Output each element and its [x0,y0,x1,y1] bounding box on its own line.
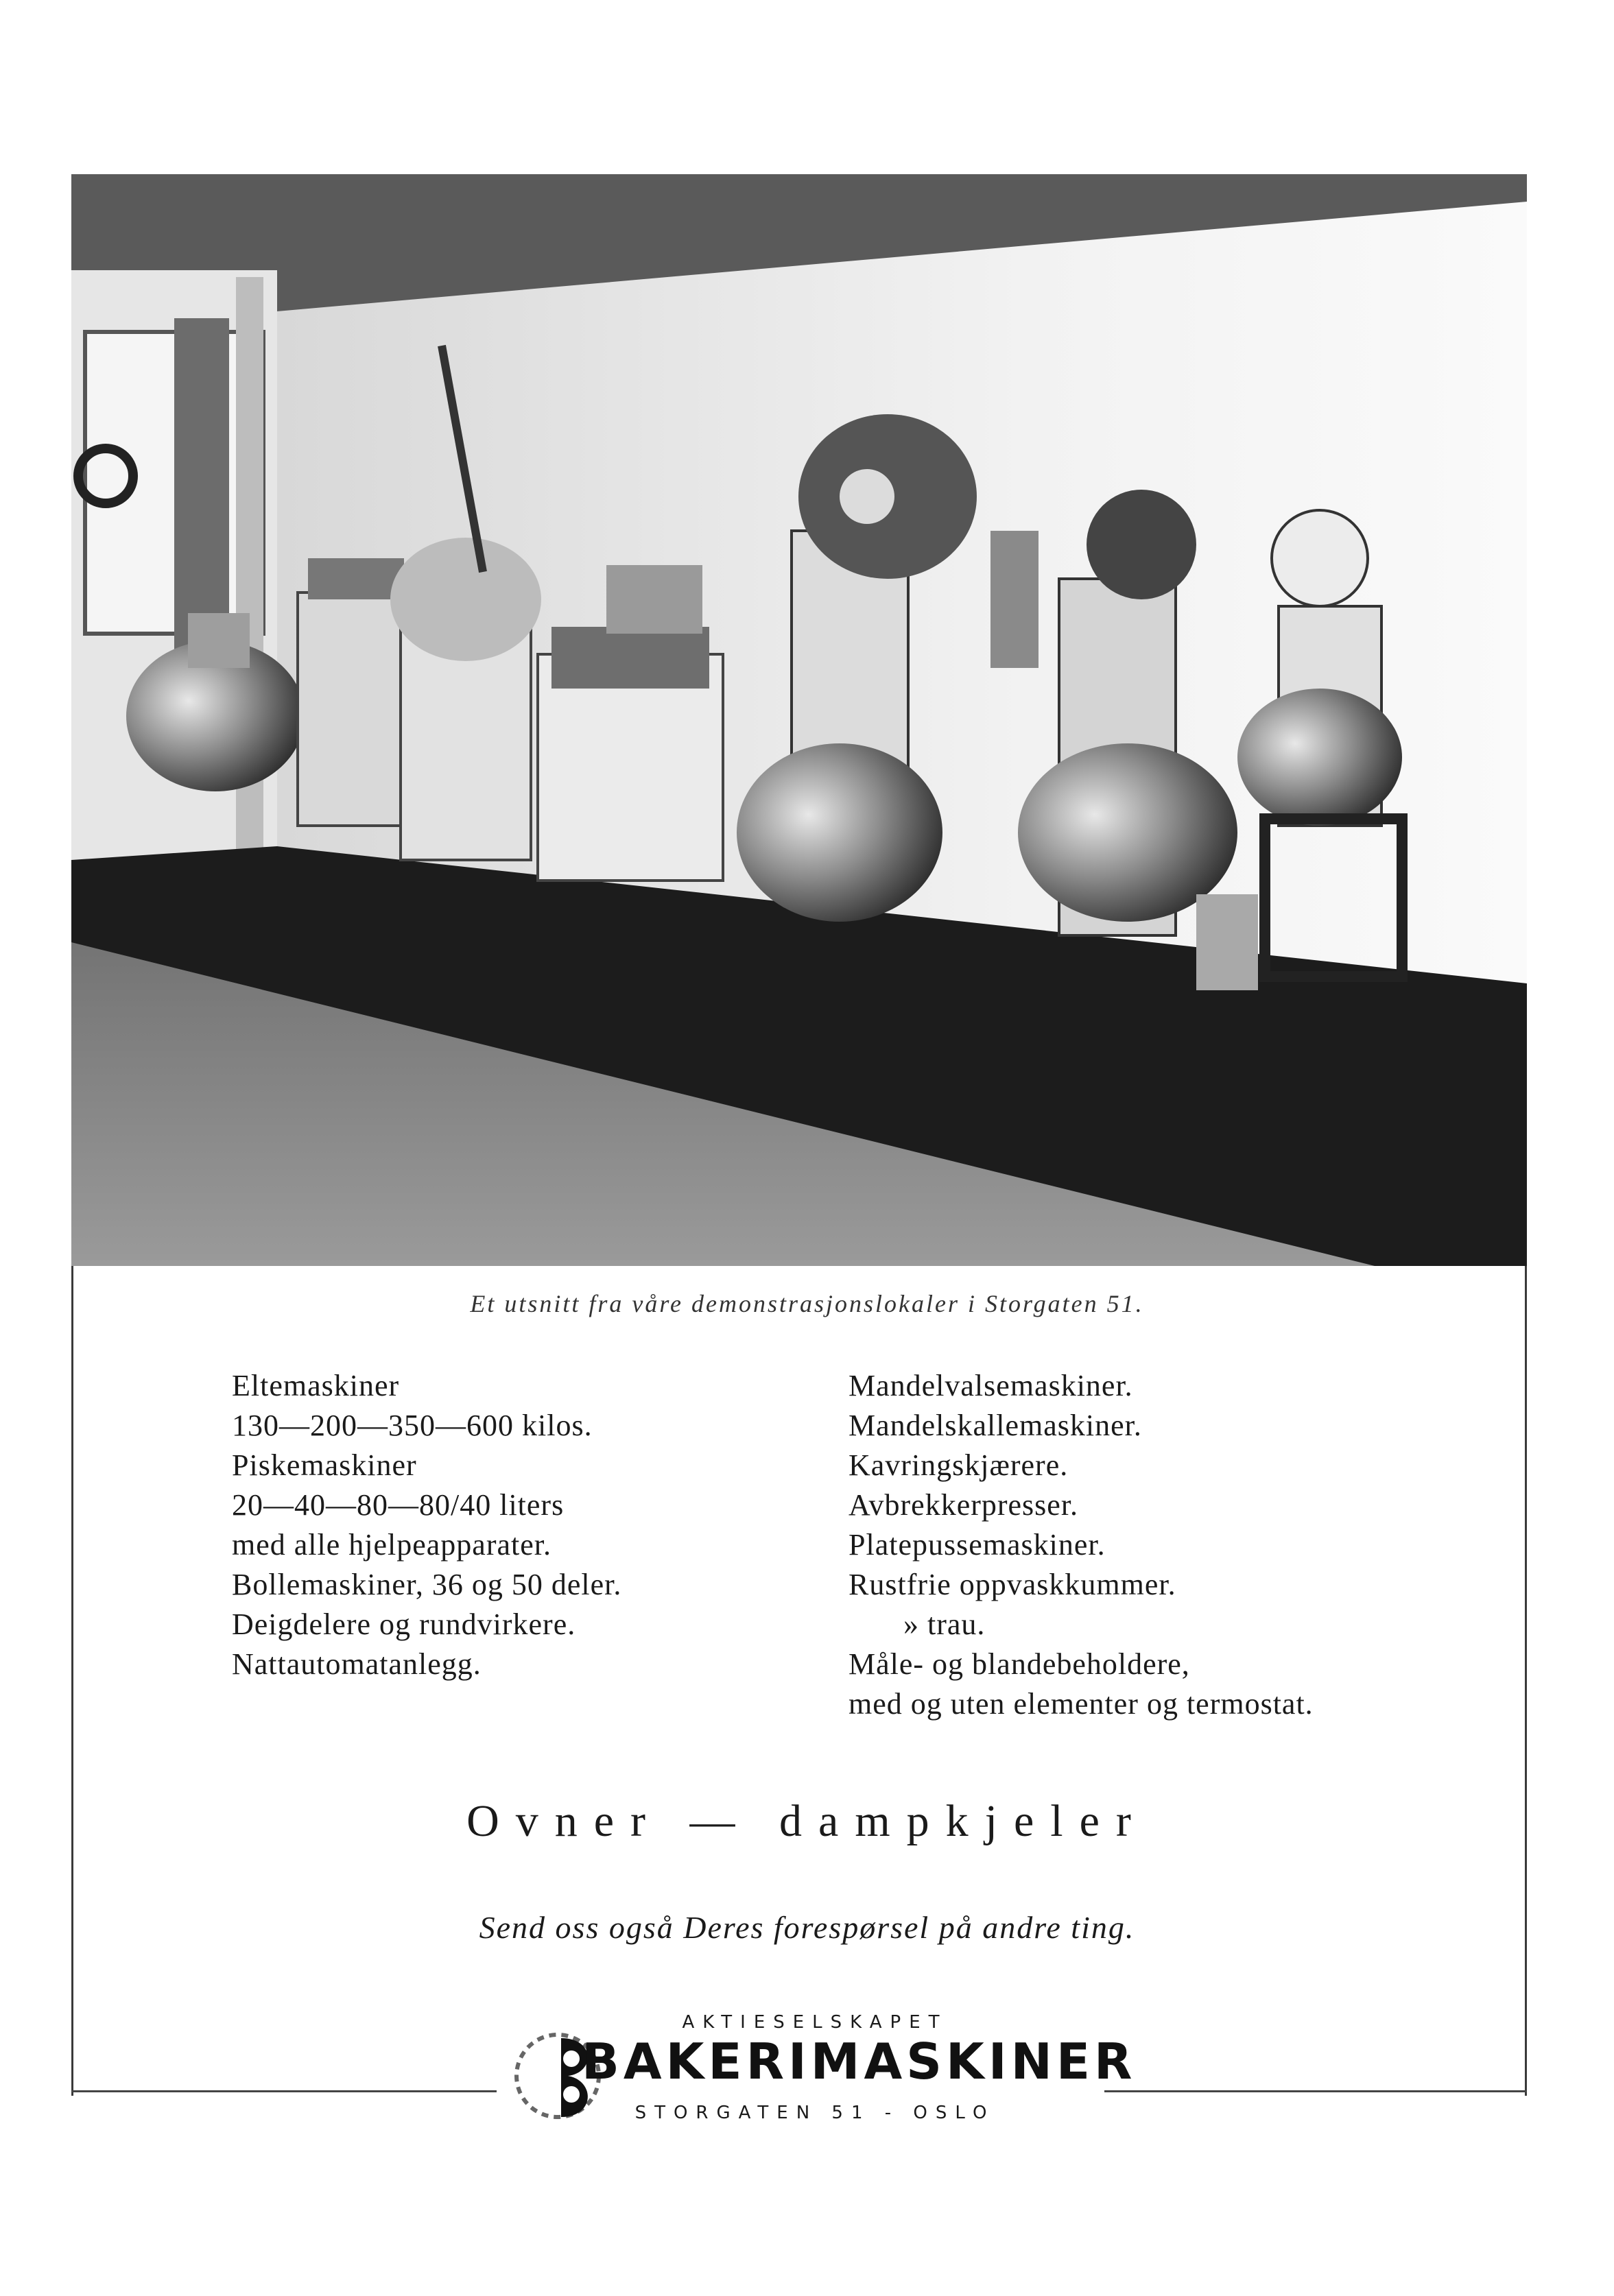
list-item: Kavringskjærere. [848,1448,1069,1482]
list-item: » trau. [903,1607,986,1641]
list-item: med og uten elementer og termostat. [848,1687,1314,1721]
frame-right-line [1525,1266,1527,2096]
list-item: Mandelvalsemaskiner. [848,1369,1133,1402]
list-item: Måle- og blandebeholdere, [848,1647,1190,1681]
logo-main-text: BAKERIMASKINER [582,2033,1137,2090]
list-item: Platepussemaskiner. [848,1528,1106,1562]
company-logo [492,2012,1137,2142]
list-item: med alle hjelpeapparater. [232,1528,551,1562]
list-item: Eltemaskiner [232,1369,400,1402]
list-item: Bollemaskiner, 36 og 50 deler. [232,1568,622,1601]
list-item: Avbrekkerpresser. [848,1488,1079,1522]
list-item: Piskemaskiner [232,1448,417,1482]
list-item: Nattautomatanlegg. [232,1647,482,1681]
showroom-photo [71,174,1527,1266]
divider [1104,2090,1527,2092]
logo-address: STORGATEN 51 - OSLO [634,2103,995,2123]
list-item: 130—200—350—600 kilos. [232,1409,593,1442]
list-item: Mandelskallemaskiner. [848,1409,1142,1442]
list-item: Deigdelere og rundvirkere. [232,1607,576,1641]
photo-caption: Et utsnitt fra våre demonstrasjonslokaler i Storgaten 51. [470,1290,1144,1317]
logo-top-text: AKTIESELSKAPET [682,2012,948,2033]
headline: Ovner — dampkjeler [466,1796,1148,1846]
frame-left-line [71,1266,73,2096]
left-product-list [232,1366,621,1684]
list-item: Rustfrie oppvaskkummer. [848,1568,1176,1601]
divider [71,2090,497,2092]
tagline: Send oss også Deres forespørsel på andre ting. [479,1910,1135,1945]
right-product-list [848,1366,1314,1724]
list-item: 20—40—80—80/40 liters [232,1488,565,1522]
bakery-machines-photo [71,174,1527,1266]
